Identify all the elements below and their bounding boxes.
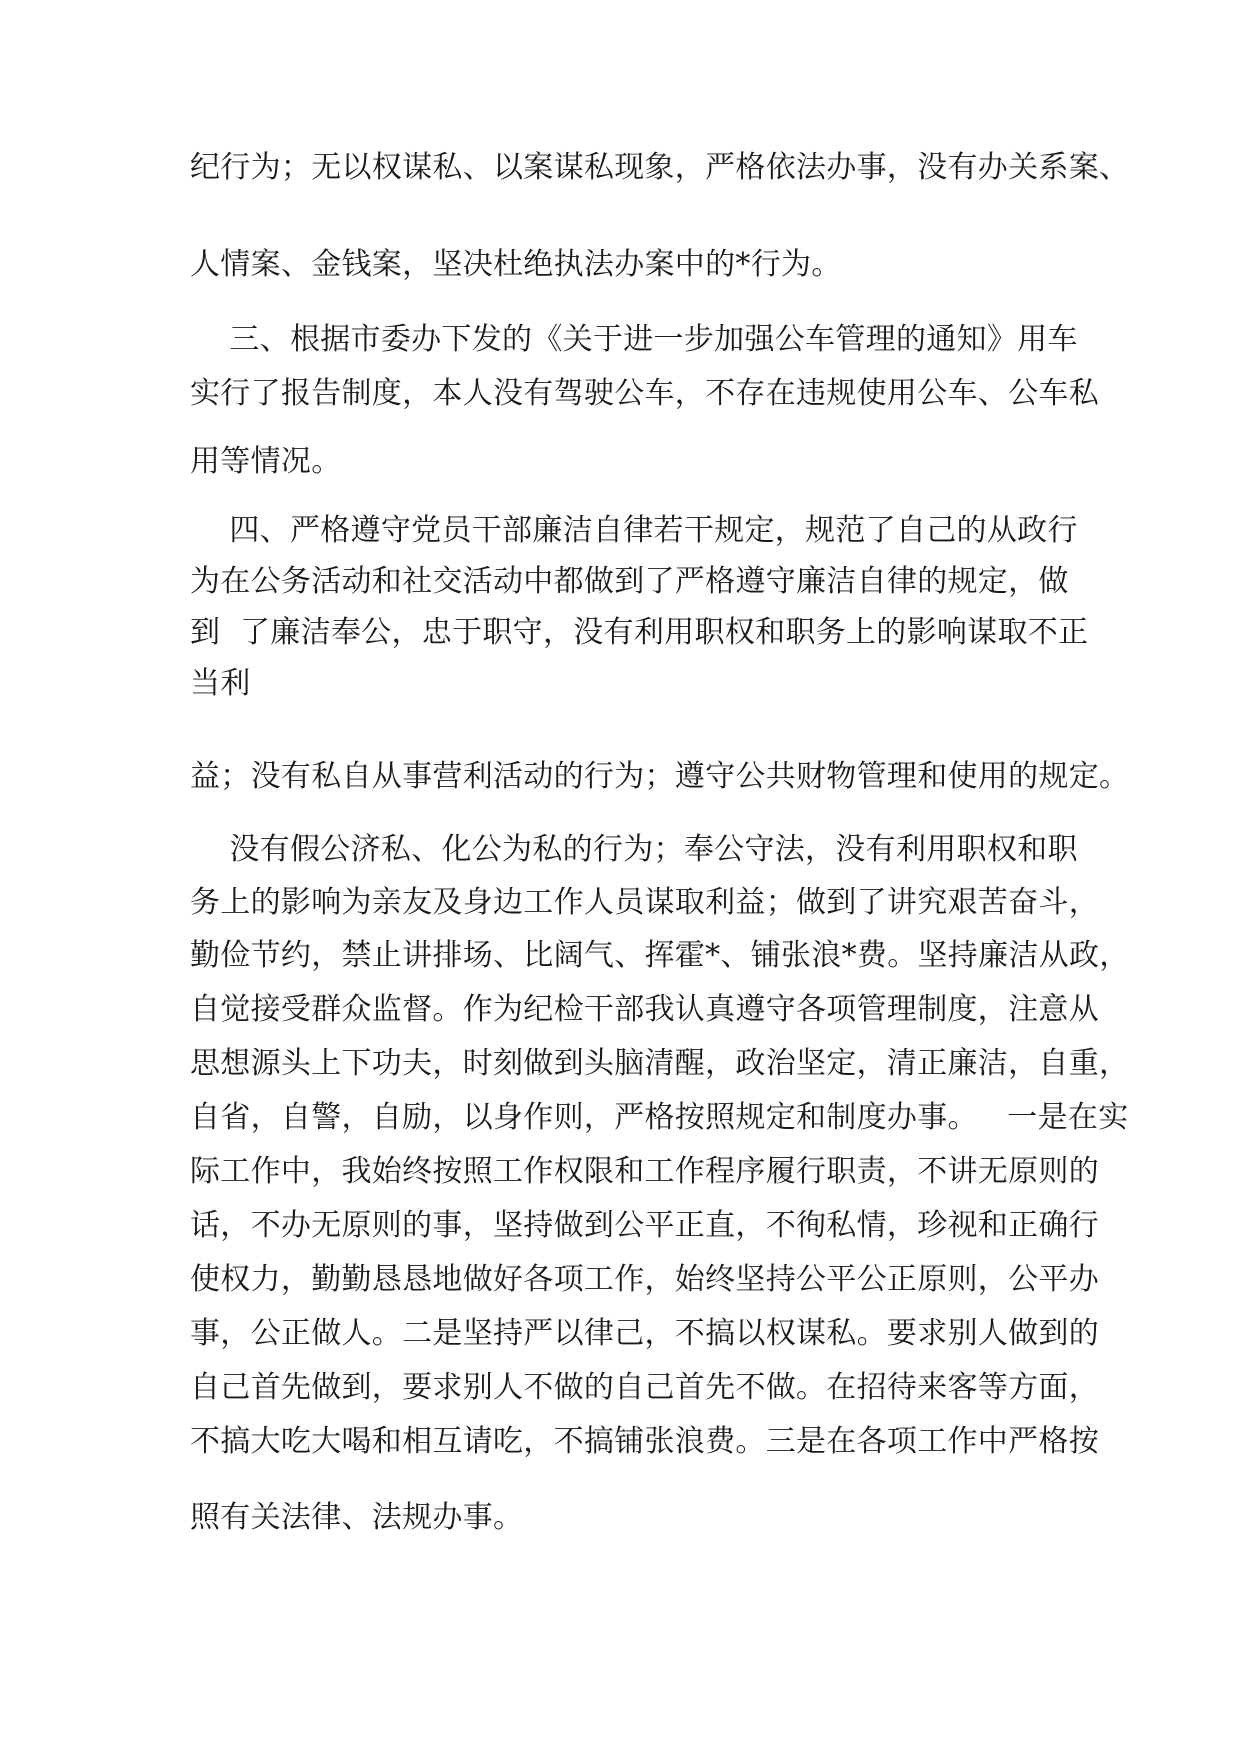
text-line: 思想源头上下功夫，时刻做到头脑清醒，政治坚定，清正廉洁，自重，	[190, 1046, 1130, 1081]
text-line: 自觉接受群众监督。作为纪检干部我认真遵守各项管理制度，注意从	[190, 992, 1099, 1027]
text-line: 照有关法律、法规办事。	[190, 1500, 524, 1535]
text-line: 为在公务活动和社交活动中都做到了严格遵守廉洁自律的规定，做	[190, 564, 1069, 599]
text-line: 勤俭节约，禁止讲排场、比阔气、挥霍*、铺张浪*费。坚持廉洁从政，	[190, 938, 1130, 973]
text-line: 使权力，勤勤恳恳地做好各项工作，始终坚持公平公正原则，公平办	[190, 1262, 1099, 1297]
text-line: 纪行为；无以权谋私、以案谋私现象，严格依法办事，没有办关系案、	[190, 150, 1130, 185]
text-line: 益；没有私自从事营利活动的行为；遵守公共财物管理和使用的规定。	[190, 759, 1130, 794]
text-line: 到 了廉洁奉公，忠于职守，没有利用职权和职务上的影响谋取不正	[190, 615, 1089, 650]
text-line: 务上的影响为亲友及身边工作人员谋取利益；做到了讲究艰苦奋斗，	[190, 885, 1099, 920]
text-line: 四、严格遵守党员干部廉洁自律若干规定，规范了自己的从政行	[190, 513, 1078, 548]
text-line: 自己首先做到，要求别人不做的自己首先不做。在招待来客等方面，	[190, 1370, 1099, 1405]
text-line: 三、根据市委办下发的《关于进一步加强公车管理的通知》用车	[190, 322, 1078, 357]
text-line: 用等情况。	[190, 444, 342, 479]
text-line: 人情案、金钱案，坚决杜绝执法办案中的*行为。	[190, 247, 842, 282]
text-line: 没有假公济私、化公为私的行为；奉公守法，没有利用职权和职	[190, 832, 1078, 867]
text-line: 当利	[190, 666, 251, 701]
text-line: 实行了报告制度，本人没有驾驶公车，不存在违规使用公车、公车私	[190, 376, 1099, 411]
text-line: 话，不办无原则的事，坚持做到公平正直，不徇私情，珍视和正确行	[190, 1208, 1099, 1243]
text-line: 事，公正做人。二是坚持严以律己，不搞以权谋私。要求别人做到的	[190, 1316, 1099, 1351]
text-line: 自省，自警，自励，以身作则，严格按照规定和制度办事。 一是在实	[190, 1100, 1129, 1135]
text-line: 际工作中，我始终按照工作权限和工作程序履行职责，不讲无原则的	[190, 1154, 1099, 1189]
text-line: 不搞大吃大喝和相互请吃，不搞铺张浪费。三是在各项工作中严格按	[190, 1424, 1099, 1459]
